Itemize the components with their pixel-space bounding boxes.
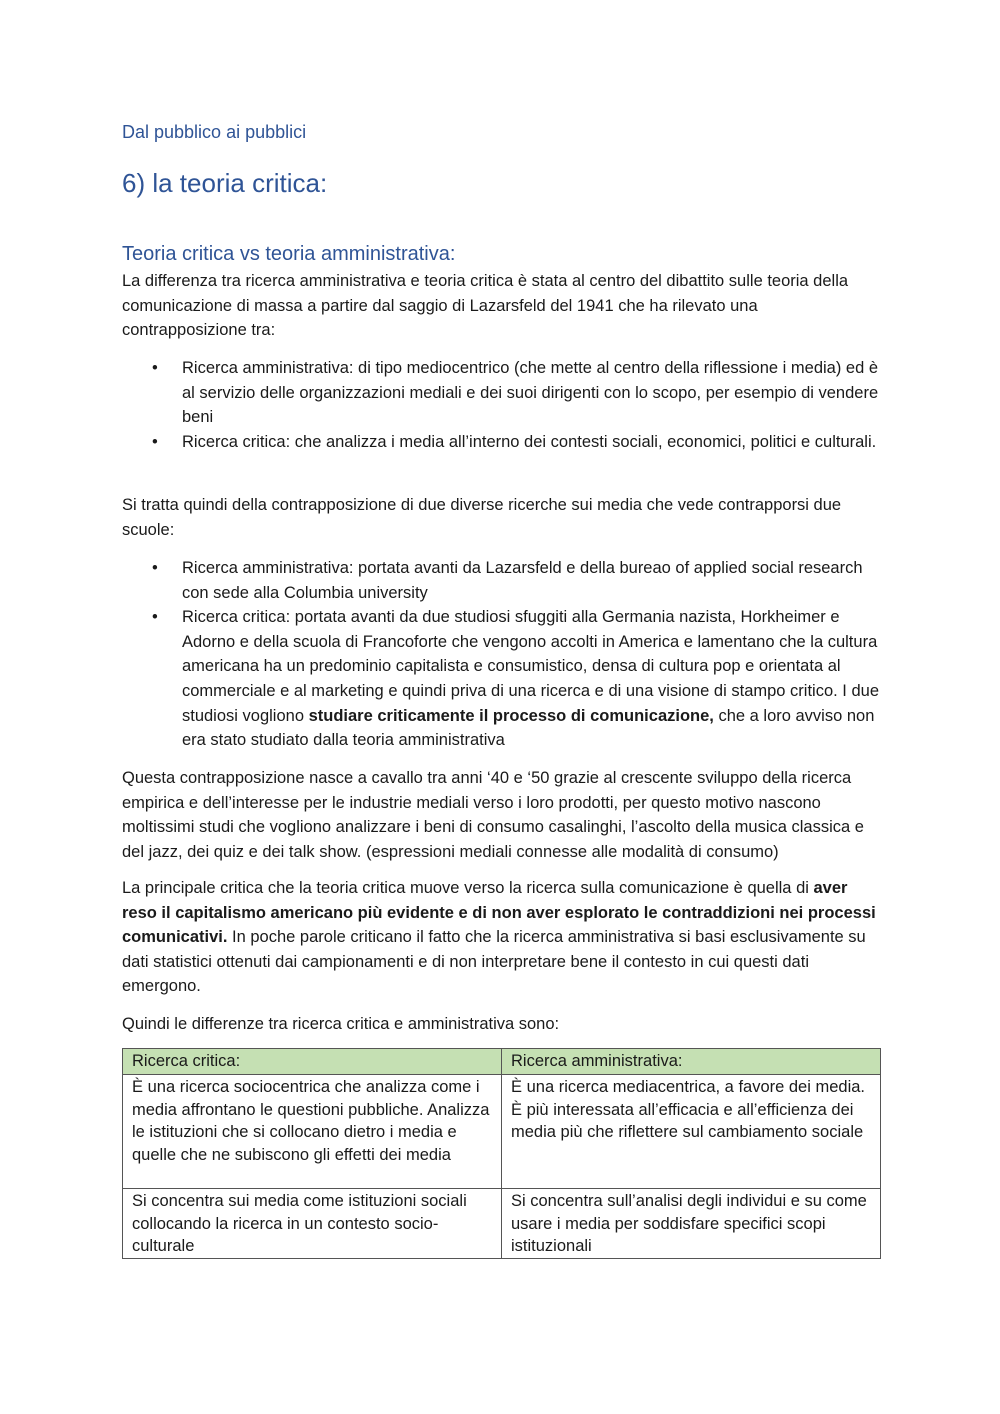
paragraph-text xyxy=(122,876,882,999)
list-item-text: Ricerca amministrativa: di tipo mediocentrico (che mette al centro della riflessione i media) ed è al servizio delle organizzazioni mediali e dei suoi dirigenti con lo scopo, per esempio di vendere beni xyxy=(182,359,879,427)
paragraph-text: Si tratta quindi della contrapposizione di due diverse ricerche sui media che vede contrapporsi due scuole: xyxy=(122,496,842,539)
table-row xyxy=(123,1075,881,1189)
bullet-icon: • xyxy=(152,559,158,577)
intro-paragraph xyxy=(122,269,882,343)
table-cell: È una ricerca sociocentrica che analizza come i media affrontano le questioni pubbliche. Analizza le istituzioni che si collocano dietro i media e quelle che ne subiscono gli effetti dei media xyxy=(123,1075,502,1189)
table-row xyxy=(123,1189,881,1259)
section-title: Teoria critica vs teoria amministrativa: xyxy=(122,243,456,265)
table-header-cell: Ricerca critica: xyxy=(123,1049,502,1075)
page-header: Dal pubblico ai pubblici xyxy=(122,122,307,142)
comparison-table xyxy=(122,1048,881,1259)
list-item-text: Ricerca amministrativa: portata avanti da Lazarsfeld e della bureao of applied social research con sede alla Columbia university xyxy=(182,559,863,602)
list-2 xyxy=(122,556,882,753)
bullet-icon: • xyxy=(152,432,158,451)
list-item-text: Ricerca critica: che analizza i media all’interno dei contesti sociali, economici, politici e culturali. xyxy=(182,432,877,451)
paragraph-text: Questa contrapposizione nasce a cavallo tra anni ‘40 e ‘50 grazie al crescente sviluppo della ricerca empirica e dell’interesse per le industrie mediali verso i loro prodotti, per questo motivo nascono moltissimi studi che vogliono analizzare i beni di consumo casalinghi, l’ascolto della musica classica e del jazz, dei quiz e dei talk show. (espressioni mediali connesse alle modalità di consumo) xyxy=(122,769,864,861)
paragraph-text: Quindi le differenze tra ricerca critica e amministrativa sono: xyxy=(122,1015,560,1033)
list-item xyxy=(122,605,882,753)
table-header-row xyxy=(123,1049,881,1075)
text-run: La principale critica che la teoria critica muove verso la ricerca sulla comunicazione è quella di xyxy=(122,879,814,897)
list-item-text: Ricerca critica: portata avanti da due studiosi sfuggiti alla Germania nazista, Horkheimer e Adorno e della scuola di Francoforte che vengono accolti in America e lamentano che la cultura americana ha un predominio capitalista e consumistico, densa di cultura pop e orientata al commerciale e al marketing e quindi priva di una ricerca e di una visione di stampo critico. I due studiosi vogliono xyxy=(182,608,880,725)
text-run: In poche parole criticano il fatto che la ricerca amministrativa si basi esclusivamente su dati statistici ottenuti dai campionamenti e di non interpretare bene il contesto in cui questi dati emergono. xyxy=(122,928,866,996)
table-header-cell: Ricerca amministrativa: xyxy=(502,1049,881,1075)
intro-text: La differenza tra ricerca amministrativa e teoria critica è stata al centro del dibattito sulle teoria della comunicazione di massa a partire dal saggio di Lazarsfeld del 1941 che ha rilevato una contrapposizione tra: xyxy=(122,272,849,340)
list-1 xyxy=(122,356,882,454)
list-item xyxy=(122,430,882,455)
bullet-icon: • xyxy=(152,608,158,627)
bullet-icon: • xyxy=(152,359,158,377)
paragraph-5 xyxy=(122,1012,882,1037)
paragraph-3 xyxy=(122,766,882,864)
bold-text: aver reso il capitalismo americano più evidente e di non aver esplorato le contraddizioni nei processi comunicativi. xyxy=(122,879,876,947)
table-cell: Si concentra sui media come istituzioni sociali collocando la ricerca in un contesto socio-culturale xyxy=(123,1189,502,1259)
list-item-text: che a loro avviso non era stato studiato dalla teoria amministrativa xyxy=(182,706,875,750)
list-item-bold-text: studiare criticamente il processo di comunicazione, xyxy=(308,706,714,725)
chapter-title: 6) la teoria critica: xyxy=(122,168,328,198)
paragraph-4 xyxy=(122,876,882,999)
paragraph-2 xyxy=(122,493,882,542)
table-cell: È una ricerca mediacentrica, a favore dei media. È più interessata all’efficacia e all’efficienza dei media più che riflettere sul cambiamento sociale xyxy=(502,1075,881,1189)
list-item xyxy=(122,356,882,430)
list-item xyxy=(122,556,882,605)
table-cell: Si concentra sull’analisi degli individui e su come usare i media per soddisfare specifici scopi istituzionali xyxy=(502,1189,881,1259)
